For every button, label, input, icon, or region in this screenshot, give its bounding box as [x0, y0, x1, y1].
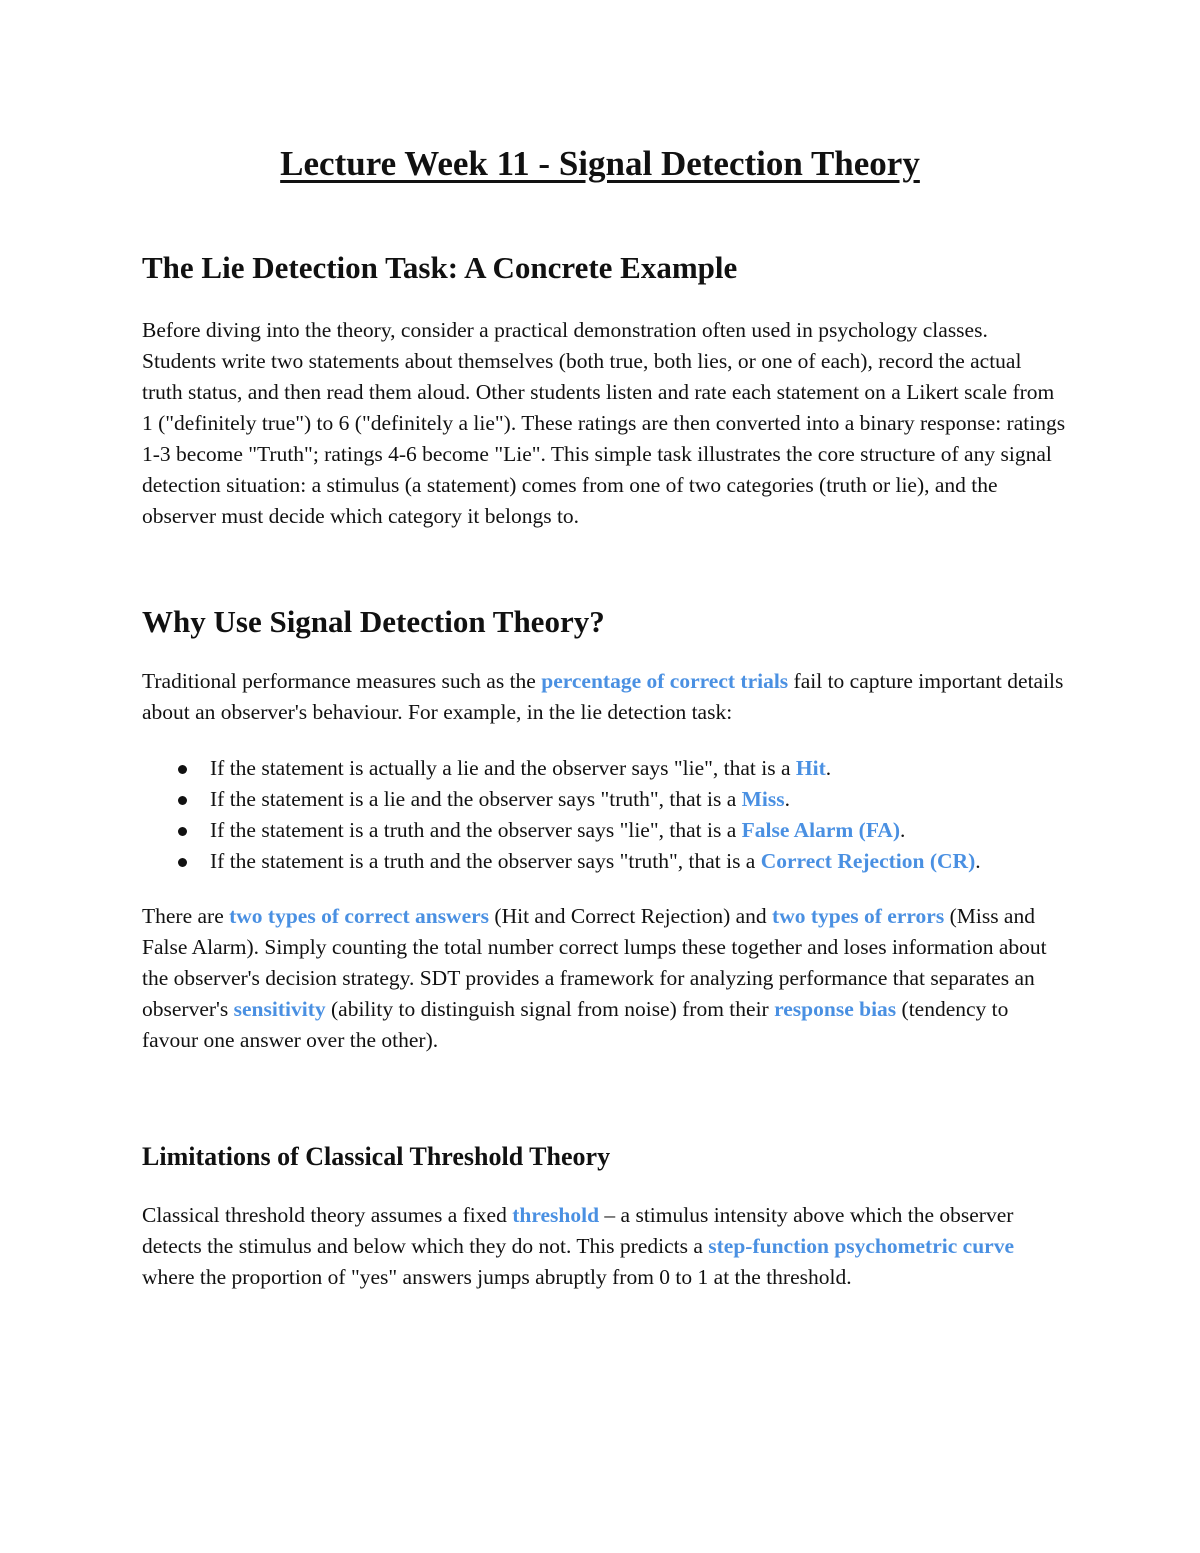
section-heading-why-sdt: Why Use Signal Detection Theory?: [142, 604, 605, 639]
bullet-text: If the statement is a lie and the observer says "truth", that is a: [210, 787, 742, 811]
bullet-dot-icon: [178, 827, 187, 836]
term-percentage-correct: percentage of correct trials: [541, 669, 789, 693]
intro-text-2: fail to capture important details about an observer's behaviour. For example, in the lie detection task:: [142, 669, 1064, 724]
outcome-bullet-list: [142, 753, 1067, 877]
bullet-end: .: [900, 818, 906, 842]
threshold-theory-paragraph: [142, 1200, 1067, 1293]
threshold-text-1: Classical threshold theory assumes a fixed: [142, 1203, 513, 1227]
threshold-text-2: – a stimulus intensity above which the observer detects the stimulus and below which they do not. This predicts a: [142, 1203, 1014, 1258]
term-errors: two types of errors: [772, 904, 945, 928]
bullet-dot-icon: [178, 796, 187, 805]
lie-detection-paragraph: Before diving into the theory, consider a practical demonstration often used in psychology classes. Students write two statements about themselves (both true, both lies, or one of each), record the actual truth status, and then read them aloud. Other students listen and rate each statement on a Likert scale from 1 ("definitely true") to 6 ("definitely a lie"). These ratings are then converted into a binary response: ratings 1-3 become "Truth"; ratings 4-6 become "Lie". This simple task illustrates the core structure of any signal detection situation: a stimulus (a statement) comes from one of two categories (truth or lie), and the observer must decide which category it belongs to.: [142, 318, 1066, 528]
page-title: Lecture Week 11 - Signal Detection Theory: [280, 144, 920, 183]
bullet-text: If the statement is a truth and the observer says "lie", that is a: [210, 818, 742, 842]
bullet-hit: [142, 753, 1067, 784]
term-correct-rejection: Correct Rejection (CR): [760, 849, 976, 873]
section-heading-lie-detection: The Lie Detection Task: A Concrete Example: [142, 250, 738, 285]
bullet-end: .: [975, 849, 981, 873]
bullet-dot-icon: [178, 858, 187, 867]
threshold-text-3: where the proportion of "yes" answers jumps abruptly from 0 to 1 at the threshold.: [142, 1265, 852, 1289]
bullet-text: If the statement is actually a lie and the observer says "lie", that is a: [210, 756, 796, 780]
sdt-summary-paragraph: [142, 901, 1067, 1056]
summary-text-4: (ability to distinguish signal from noise) from their: [325, 997, 775, 1021]
intro-text-1: Traditional performance measures such as the: [142, 669, 542, 693]
bullet-end: .: [825, 756, 832, 780]
section-heading-threshold-theory: Limitations of Classical Threshold Theory: [142, 1142, 611, 1171]
bullet-false-alarm: [142, 815, 1067, 846]
summary-text-1: There are: [142, 904, 230, 928]
term-step-function-curve: step-function psychometric curve: [708, 1234, 1014, 1258]
summary-text-2: (Hit and Correct Rejection) and: [489, 904, 773, 928]
bullet-text: If the statement is a truth and the observer says "truth", that is a: [210, 849, 761, 873]
term-sensitivity: sensitivity: [233, 997, 326, 1021]
summary-text-5: (tendency to favour one answer over the other).: [142, 997, 1009, 1052]
term-false-alarm: False Alarm (FA): [741, 818, 901, 842]
term-hit: Hit: [795, 756, 826, 780]
why-sdt-intro-paragraph: [142, 666, 1067, 728]
bullet-correct-rejection: [142, 846, 1067, 877]
term-correct-answers: two types of correct answers: [229, 904, 490, 928]
term-miss: Miss: [741, 787, 785, 811]
bullet-dot-icon: [178, 765, 187, 774]
bullet-miss: [142, 784, 1067, 815]
summary-text-3: (Miss and False Alarm). Simply counting the total number correct lumps these together and loses information about the observer's decision strategy. SDT provides a framework for analyzing performance that separates an observer's: [142, 904, 1047, 1021]
term-response-bias: response bias: [774, 997, 897, 1021]
bullet-end: .: [784, 787, 790, 811]
term-threshold: threshold: [512, 1203, 600, 1227]
